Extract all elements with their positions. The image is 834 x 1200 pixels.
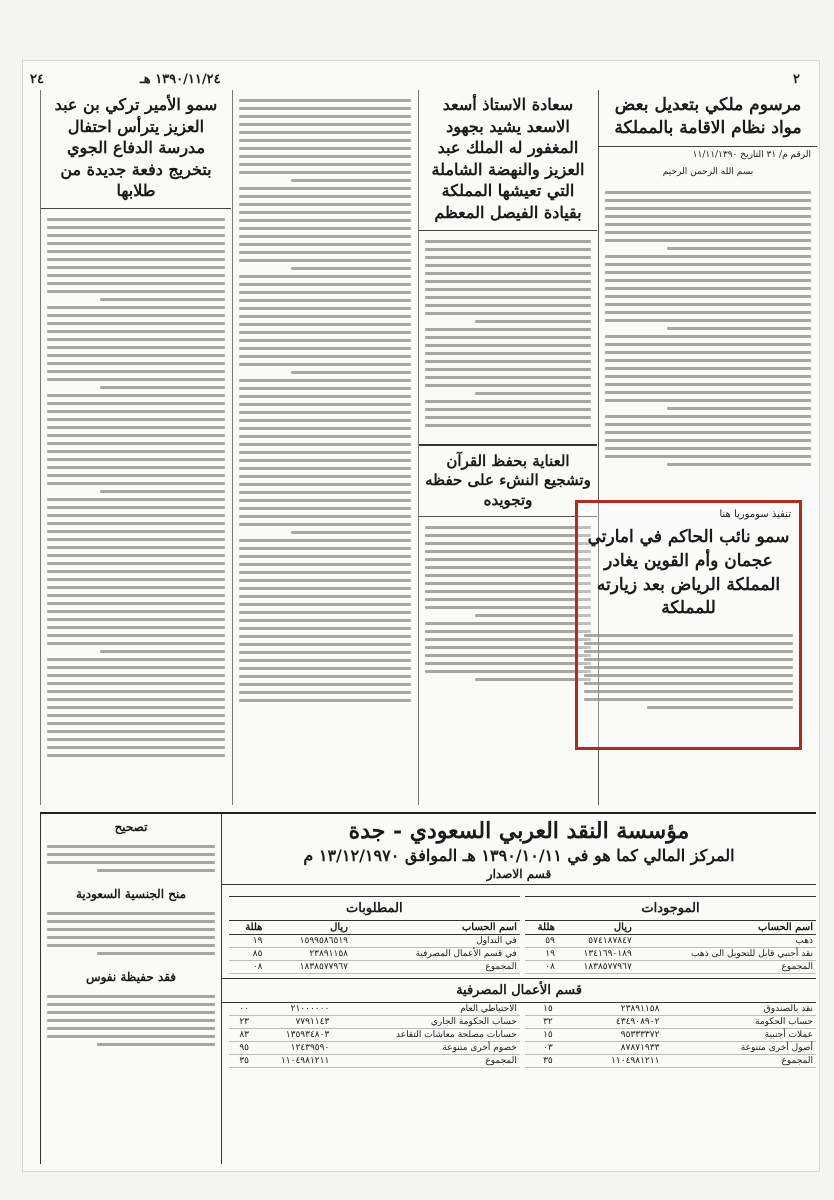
col-header: اسم الحساب — [635, 921, 816, 935]
notice-lost-id: فقد حفيظة نفوس — [85, 970, 177, 984]
banking-liabilities-table — [229, 1003, 520, 1068]
article-headline: سعادة الاستاذ أسعد الاسعد يشيد بجهود المغفور له الملك عبد العزيز والنهضة الشاملة التي تعيشها المملكة بقيادة الفيصل المعظم — [419, 90, 597, 231]
table-row: نقد بالصندوق ٢٣٨٩١١٥٨ ١٥ — [525, 1003, 816, 1016]
col-header: هللة — [229, 921, 266, 935]
table-row: حساب الحكومة الجاري ٧٧٩١١٤٣ ٢٣ — [229, 1016, 520, 1029]
bank-department: قسم الاصدار — [222, 865, 816, 885]
table-row: المجموع ١١٠٤٩٨١٢١١ ٣٥ — [525, 1055, 816, 1068]
quran-section — [419, 444, 597, 691]
table-row: حسابات مصلحة معاشات التقاعد ١٣٥٩٣٤٨٠٣ ٨٣ — [229, 1029, 520, 1042]
article-body — [41, 209, 231, 766]
banking-assets-table — [525, 1003, 816, 1068]
bank-tables — [222, 892, 816, 1068]
assets-label: الموجودات — [525, 896, 816, 921]
table-row: نقد أجنبي قابل للتحويل الى ذهب ١٣٤١٦٩٠١٨٩ ١٩ — [525, 948, 816, 961]
notice-correction: تصحيح — [114, 820, 148, 834]
table-row: المجموع ١٨٣٨٥٧٧٩٦٧ ٠٨ — [525, 961, 816, 974]
decree-meta: الرقم م/ ٣١ التاريخ ١١/١١/١٣٩٠ — [692, 149, 811, 160]
article-asaad — [418, 90, 597, 805]
col-header: ريال — [558, 921, 635, 935]
page-number-right: ٢ — [793, 72, 800, 87]
article-prince-turki — [40, 90, 231, 805]
table-row: خصوم أخرى متنوعة ١٢٤٣٩٥٩٠ ٩٥ — [229, 1042, 520, 1055]
article-body — [233, 90, 417, 711]
article-body — [599, 182, 817, 475]
liabilities-label: المطلوبات — [229, 896, 520, 921]
col-header: هللة — [525, 921, 558, 935]
highlight-headline: سمو نائب الحاكم في امارتي عجمان وأم القوين يغادر المملكة الرياض بعد زيارته للمملكة — [587, 527, 790, 619]
highlighted-article — [575, 500, 802, 750]
table-row: المجموع ١١٠٤٩٨١٢١١ ٣٥ — [229, 1055, 520, 1068]
notice-nationality: منح الجنسية السعودية — [75, 887, 187, 901]
bank-subtitle: المركز المالي كما هو في ١٣٩٠/١٠/١١ هـ الموافق ١٣/١٢/١٩٧٠ م — [303, 846, 735, 865]
table-row: الاحتياطي العام ٢١٠٠٠٠٠٠ ٠٠ — [229, 1003, 520, 1016]
page-number-left: ٢٤ — [30, 72, 44, 87]
section-headline: العناية بحفظ القرآن وتشجيع النشء على حفظه وتجويده — [419, 446, 597, 518]
side-notices — [40, 814, 222, 1164]
table-row: أصول أخرى متنوعة ٨٧٨٧١٩٣٣ ٠٣ — [525, 1042, 816, 1055]
table-row: المجموع ١٨٣٨٥٧٧٩٦٧ ٠٨ — [229, 961, 520, 974]
bank-statement — [40, 812, 816, 1164]
banking-section-title: قسم الأعمال المصرفية — [222, 978, 816, 1003]
table-row: في التداول ١٥٩٩٥٨٦٥١٩ ١٩ — [229, 935, 520, 948]
table-row: عملات أجنبية ٩٥٣٣٣٣٧٢ ١٥ — [525, 1029, 816, 1042]
col-header: ريال — [265, 921, 351, 935]
liabilities-table — [229, 892, 520, 974]
table-row: في قسم الأعمال المصرفية ٢٣٨٩١١٥٨ ٨٥ — [229, 948, 520, 961]
table-row: حساب الحكومة ٤٣٤٩٠٨٩٠٢ ٣٢ — [525, 1016, 816, 1029]
article-body — [419, 231, 597, 436]
col-header: اسم الحساب — [351, 921, 520, 935]
table-row: ذهب ٥٧٤١٨٧٨٤٧ ٥٩ — [525, 935, 816, 948]
article-headline: مرسوم ملكي بتعديل بعض مواد نظام الاقامة بالمملكة — [599, 90, 817, 147]
bank-title: مؤسسة النقد العربي السعودي - جدة — [348, 818, 690, 844]
basmala: بسم الله الرحمن الرحيم — [662, 167, 754, 178]
article-headline: سمو الأمير تركي بن عبد العزيز يترأس احتفال مدرسة الدفاع الجوي بتخريج دفعة جديدة من طلابها — [41, 90, 231, 209]
page-date: ١٣٩٠/١١/٢٤ هـ — [140, 72, 221, 87]
highlight-body — [578, 625, 799, 718]
article-continued — [232, 90, 417, 805]
assets-table — [525, 892, 816, 974]
highlight-tag: تنفيذ سوموريا هنا — [719, 509, 791, 520]
